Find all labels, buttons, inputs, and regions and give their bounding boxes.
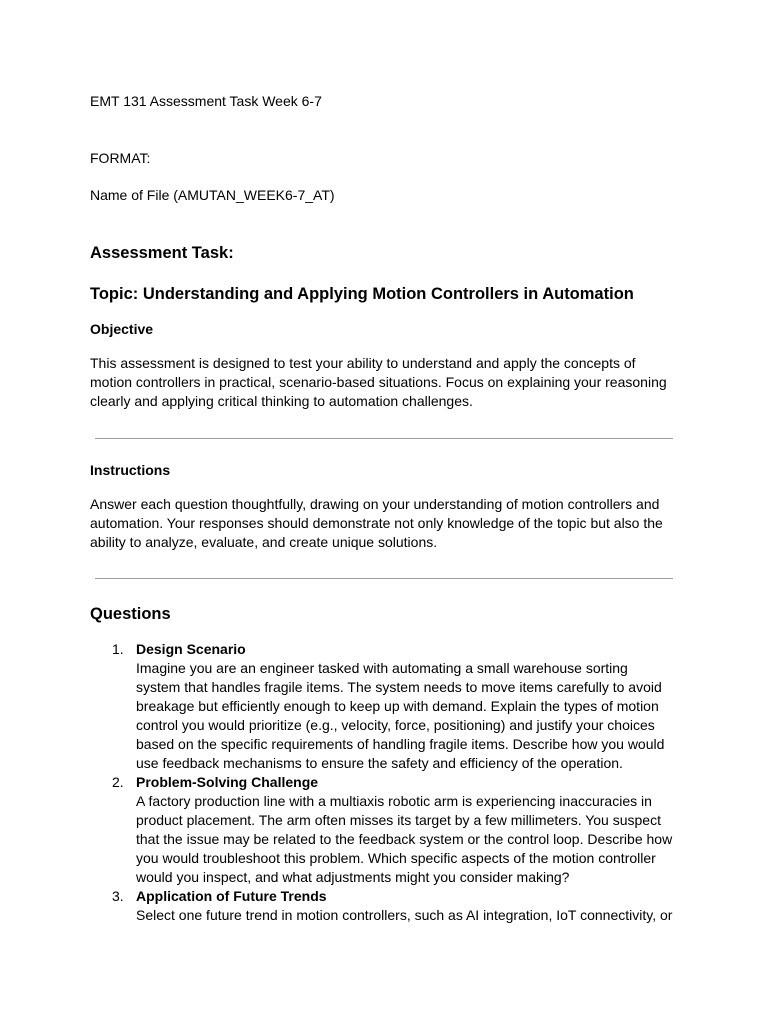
instructions-text: Answer each question thoughtfully, drawing on your understanding of motion controllers and automation. Your responses should demonstrate not only knowledge of the topic but also the ability to analyze, evaluate, and create unique solutions. [90,496,663,550]
objective-heading: Objective [90,321,154,337]
topic-heading: Topic: Understanding and Applying Motion Controllers in Automation [90,285,634,303]
format-label: FORMAT: [90,150,151,166]
question-title: Design Scenario [136,641,246,657]
divider [95,578,673,579]
question-number: 2. [112,774,124,790]
question-number: 3. [112,888,124,904]
question-body: Select one future trend in motion controllers, such as AI integration, IoT connectivity, or [136,907,673,923]
question-item [90,773,690,887]
file-name: Name of File (AMUTAN_WEEK6-7_AT) [90,187,335,203]
course-title: EMT 131 Assessment Task Week 6-7 [90,93,322,109]
question-body: A factory production line with a multiaxis robotic arm is experiencing inaccuracies in product placement. The arm often misses its target by a few millimeters. You suspect that the issue may be related to the feedback system or the control loop. Describe how you would troubleshoot this problem. Which specific aspects of the motion controller would you inspect, and what adjustments might you consider making? [136,793,673,885]
questions-list [90,640,690,925]
question-item [90,887,690,925]
question-body: Imagine you are an engineer tasked with automating a small warehouse sorting system that handles fragile items. The system needs to move items carefully to avoid breakage but efficiently enough to keep up with demand. Explain the types of motion control you would prioritize (e.g., velocity, force, positioning) and justify your choices based on the specific requirements of handling fragile items. Describe how you would use feedback mechanisms to ensure the safety and efficiency of the operation. [136,660,665,771]
question-title: Application of Future Trends [136,888,327,904]
question-title: Problem-Solving Challenge [136,774,319,790]
divider [95,438,673,439]
question-item [90,640,690,773]
objective-text: This assessment is designed to test your ability to understand and apply the concepts of motion controllers in practical, scenario-based situations. Focus on explaining your reasoning clearly and applying critical thinking to automation challenges. [90,355,667,409]
questions-heading: Questions [90,605,171,623]
assessment-heading: Assessment Task: [90,244,234,262]
instructions-heading: Instructions [90,462,171,478]
question-number: 1. [112,641,124,657]
